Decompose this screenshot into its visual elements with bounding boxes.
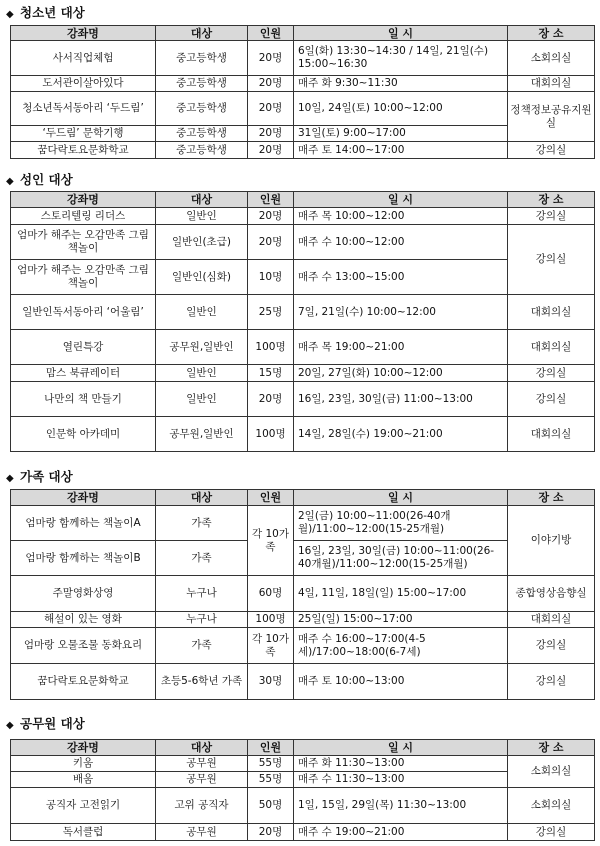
- course-name: 엄마랑 오물조물 동화요리: [11, 628, 156, 664]
- header-capacity: 인원: [248, 26, 294, 41]
- table-row: [11, 628, 595, 664]
- course-place: 대회의실: [508, 295, 595, 330]
- course-capacity: 각 10가족: [248, 506, 294, 576]
- table-row: [11, 756, 595, 772]
- header-target: 대상: [156, 192, 248, 208]
- course-schedule: 매주 수 16:00~17:00(4-5세)/17:00~18:00(6-7세): [294, 628, 508, 664]
- section-title-adult: [6, 171, 73, 189]
- diamond-bullet-icon: ◆: [6, 176, 14, 187]
- course-capacity: 55명: [248, 756, 294, 772]
- course-schedule: 16일, 23일, 30일(금) 10:00~11:00(26-40개월)/11:00~12:00(15-25개월): [294, 541, 508, 576]
- table-row: [11, 41, 595, 76]
- header-row: [11, 740, 595, 756]
- header-course: 강좌명: [11, 740, 156, 756]
- header-capacity: 인원: [248, 490, 294, 506]
- table-row: [11, 664, 595, 700]
- course-schedule: 16일, 23일, 30일(금) 11:00~13:00: [294, 382, 508, 417]
- course-target: 중고등학생: [156, 92, 248, 126]
- course-name: 맘스 북큐레이터: [11, 365, 156, 382]
- course-place: 강의실: [508, 365, 595, 382]
- header-place: 장 소: [508, 490, 595, 506]
- course-schedule: 31일(토) 9:00~17:00: [294, 126, 508, 142]
- course-capacity: 20명: [248, 208, 294, 225]
- course-capacity: 60명: [248, 576, 294, 612]
- course-name: 사서직업체험: [11, 41, 156, 76]
- course-name: 도서관이살아있다: [11, 76, 156, 92]
- course-place: 강의실: [508, 382, 595, 417]
- course-target: 일반인(심화): [156, 260, 248, 295]
- course-target: 일반인: [156, 365, 248, 382]
- course-name: 독서클럽: [11, 824, 156, 841]
- course-capacity: 10명: [248, 260, 294, 295]
- header-course: 강좌명: [11, 490, 156, 506]
- course-place: 강의실: [508, 142, 595, 159]
- section-title-text: 가족 대상: [20, 469, 73, 484]
- section-title-official: [6, 715, 85, 733]
- course-place: 대회의실: [508, 612, 595, 628]
- table-row: [11, 612, 595, 628]
- header-place: 장 소: [508, 26, 595, 41]
- course-capacity: 100명: [248, 330, 294, 365]
- header-schedule: 일 시: [294, 192, 508, 208]
- course-target: 공무원: [156, 824, 248, 841]
- table-row: [11, 506, 595, 541]
- header-schedule: 일 시: [294, 26, 508, 41]
- table-row: [11, 208, 595, 225]
- course-capacity: 20명: [248, 382, 294, 417]
- course-name: 나만의 책 만들기: [11, 382, 156, 417]
- header-place: 장 소: [508, 740, 595, 756]
- header-target: 대상: [156, 490, 248, 506]
- course-target: 가족: [156, 628, 248, 664]
- table-row: [11, 126, 595, 142]
- table-row: [11, 417, 595, 452]
- course-schedule: 매주 수 13:00~15:00: [294, 260, 508, 295]
- course-name: 인문학 아카데미: [11, 417, 156, 452]
- header-place: 장 소: [508, 192, 595, 208]
- course-name: 일반인독서동아리 ‘어울림’: [11, 295, 156, 330]
- course-place: 강의실: [508, 208, 595, 225]
- course-place: 강의실: [508, 664, 595, 700]
- course-target: 누구나: [156, 612, 248, 628]
- course-capacity: 15명: [248, 365, 294, 382]
- header-capacity: 인원: [248, 740, 294, 756]
- course-target: 초등5-6학년 가족: [156, 664, 248, 700]
- diamond-bullet-icon: ◆: [6, 9, 14, 20]
- section-title-text: 청소년 대상: [20, 5, 85, 20]
- course-schedule: 2일(금) 10:00~11:00(26-40개월)/11:00~12:00(15-25개월): [294, 506, 508, 541]
- course-capacity: 20명: [248, 76, 294, 92]
- course-place: 이야기방: [508, 506, 595, 576]
- course-schedule: 25일(일) 15:00~17:00: [294, 612, 508, 628]
- header-row: [11, 26, 595, 41]
- course-schedule: 매주 목 19:00~21:00: [294, 330, 508, 365]
- table-row: [11, 541, 595, 576]
- course-name: 엄마가 해주는 오감만족 그림책놀이: [11, 260, 156, 295]
- adult-schedule-table: [10, 191, 595, 452]
- course-name: 엄마랑 함께하는 책놀이B: [11, 541, 156, 576]
- table-row: [11, 142, 595, 159]
- course-capacity: 20명: [248, 824, 294, 841]
- course-capacity: 20명: [248, 225, 294, 260]
- course-place: 소회의실: [508, 41, 595, 76]
- course-capacity: 100명: [248, 612, 294, 628]
- course-schedule: 매주 화 9:30~11:30: [294, 76, 508, 92]
- course-capacity: 50명: [248, 788, 294, 824]
- header-row: [11, 490, 595, 506]
- course-name: 엄마랑 함께하는 책놀이A: [11, 506, 156, 541]
- table-row: [11, 824, 595, 841]
- table-row: [11, 295, 595, 330]
- course-target: 중고등학생: [156, 76, 248, 92]
- header-course: 강좌명: [11, 192, 156, 208]
- course-name: ‘두드림’ 문학기행: [11, 126, 156, 142]
- course-capacity: 30명: [248, 664, 294, 700]
- course-schedule: 6일(화) 13:30~14:30 / 14일, 21일(수) 15:00~16:30: [294, 41, 508, 76]
- course-target: 누구나: [156, 576, 248, 612]
- course-capacity: 20명: [248, 142, 294, 159]
- course-capacity: 55명: [248, 772, 294, 788]
- header-schedule: 일 시: [294, 740, 508, 756]
- diamond-bullet-icon: ◆: [6, 473, 14, 484]
- official-schedule-table: [10, 739, 595, 841]
- course-target: 중고등학생: [156, 142, 248, 159]
- course-place: 종합영상음향실: [508, 576, 595, 612]
- header-target: 대상: [156, 740, 248, 756]
- course-capacity: 25명: [248, 295, 294, 330]
- course-schedule: 4일, 11일, 18일(일) 15:00~17:00: [294, 576, 508, 612]
- course-schedule: 매주 토 10:00~13:00: [294, 664, 508, 700]
- course-place: 소회의실: [508, 788, 595, 824]
- course-name: 꿈다락토요문화학교: [11, 664, 156, 700]
- table-row: [11, 92, 595, 126]
- course-schedule: 매주 수 19:00~21:00: [294, 824, 508, 841]
- course-target: 중고등학생: [156, 41, 248, 76]
- header-row: [11, 192, 595, 208]
- course-capacity: 20명: [248, 92, 294, 126]
- header-schedule: 일 시: [294, 490, 508, 506]
- course-name: 키움: [11, 756, 156, 772]
- course-target: 일반인: [156, 295, 248, 330]
- table-row: [11, 365, 595, 382]
- section-title-text: 공무원 대상: [20, 716, 85, 731]
- section-title-family: [6, 468, 73, 486]
- course-name: 배움: [11, 772, 156, 788]
- diamond-bullet-icon: ◆: [6, 720, 14, 731]
- course-place: 소회의실: [508, 756, 595, 788]
- course-place: 대회의실: [508, 417, 595, 452]
- course-schedule: 매주 수 11:30~13:00: [294, 772, 508, 788]
- course-schedule: 14일, 28일(수) 19:00~21:00: [294, 417, 508, 452]
- course-schedule: 10일, 24일(토) 10:00~12:00: [294, 92, 508, 126]
- course-name: 꿈다락토요문화학교: [11, 142, 156, 159]
- course-target: 공무원: [156, 772, 248, 788]
- table-row: [11, 330, 595, 365]
- course-place: 대회의실: [508, 330, 595, 365]
- table-row: [11, 76, 595, 92]
- course-place: 대회의실: [508, 76, 595, 92]
- table-row: [11, 788, 595, 824]
- course-schedule: 1일, 15일, 29일(목) 11:30~13:00: [294, 788, 508, 824]
- course-capacity: 100명: [248, 417, 294, 452]
- course-schedule: 매주 수 10:00~12:00: [294, 225, 508, 260]
- course-place: 강의실: [508, 824, 595, 841]
- course-name: 해설이 있는 영화: [11, 612, 156, 628]
- course-name: 엄마가 해주는 오감만족 그림책놀이: [11, 225, 156, 260]
- table-row: [11, 576, 595, 612]
- course-capacity: 20명: [248, 41, 294, 76]
- header-course: 강좌명: [11, 26, 156, 41]
- course-place: 정책정보공유지원실: [508, 92, 595, 142]
- course-name: 공직자 고전읽기: [11, 788, 156, 824]
- section-title-text: 성인 대상: [20, 172, 73, 187]
- course-capacity: 20명: [248, 126, 294, 142]
- table-row: [11, 772, 595, 788]
- course-schedule: 매주 화 11:30~13:00: [294, 756, 508, 772]
- course-target: 가족: [156, 541, 248, 576]
- course-name: 스토리텔링 리더스: [11, 208, 156, 225]
- course-target: 일반인: [156, 382, 248, 417]
- course-schedule: 매주 토 14:00~17:00: [294, 142, 508, 159]
- youth-schedule-table: [10, 25, 595, 159]
- course-target: 일반인(초급): [156, 225, 248, 260]
- course-name: 청소년독서동아리 ‘두드림’: [11, 92, 156, 126]
- course-schedule: 20일, 27일(화) 10:00~12:00: [294, 365, 508, 382]
- section-title-youth: [6, 4, 85, 22]
- course-place: 강의실: [508, 628, 595, 664]
- course-target: 공무원,일반인: [156, 330, 248, 365]
- course-name: 주말영화상영: [11, 576, 156, 612]
- course-target: 중고등학생: [156, 126, 248, 142]
- course-target: 공무원,일반인: [156, 417, 248, 452]
- table-row: [11, 260, 595, 295]
- course-schedule: 7일, 21일(수) 10:00~12:00: [294, 295, 508, 330]
- table-row: [11, 382, 595, 417]
- family-schedule-table: [10, 489, 595, 700]
- course-capacity: 각 10가족: [248, 628, 294, 664]
- course-place: 강의실: [508, 225, 595, 295]
- course-name: 열린특강: [11, 330, 156, 365]
- course-target: 가족: [156, 506, 248, 541]
- header-capacity: 인원: [248, 192, 294, 208]
- course-target: 일반인: [156, 208, 248, 225]
- course-target: 공무원: [156, 756, 248, 772]
- course-schedule: 매주 목 10:00~12:00: [294, 208, 508, 225]
- table-row: [11, 225, 595, 260]
- course-target: 고위 공직자: [156, 788, 248, 824]
- header-target: 대상: [156, 26, 248, 41]
